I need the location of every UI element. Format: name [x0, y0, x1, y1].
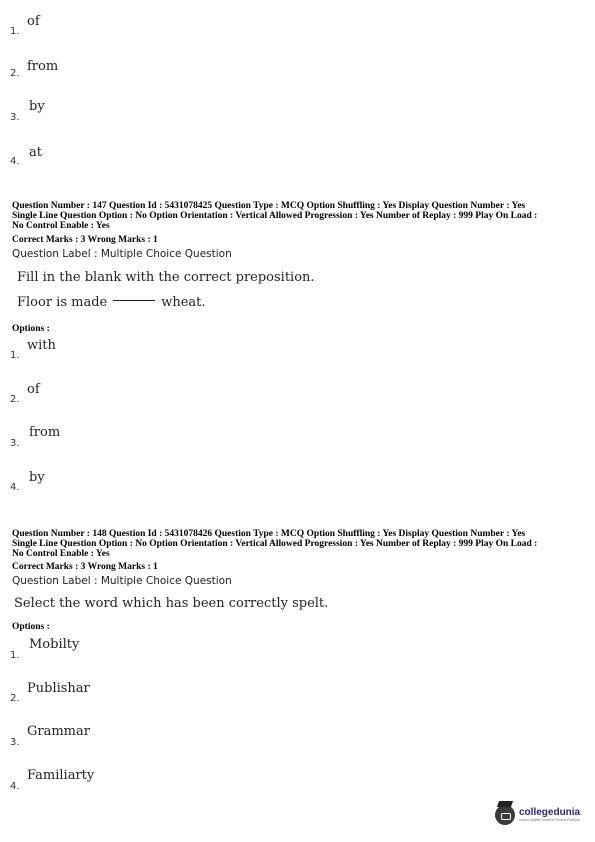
q148-option-1-number: 1. — [10, 650, 20, 661]
question-147-meta-line2: Single Line Question Option : No Option Orientation : Vertical Allowed Progression : Yes Number of Replay : 999 Play On Load : — [12, 211, 538, 221]
question-147-label: Question Label : Multiple Choice Question — [12, 248, 232, 260]
logo-tagline: India's largest Student Review Platform — [519, 818, 580, 822]
logo-text — [519, 807, 580, 823]
q148-option-4-text[interactable]: Familiarty — [27, 768, 95, 783]
prev-option-4-number: 4. — [10, 156, 20, 167]
question-148-metadata — [12, 529, 595, 559]
prev-option-3-number: 3. — [10, 112, 20, 123]
q148-option-4-number: 4. — [10, 781, 20, 792]
question-147-meta-line3: No Control Enable : Yes — [12, 221, 110, 231]
collegedunia-logo — [495, 805, 580, 825]
q147-option-1-number: 1. — [10, 350, 20, 361]
prev-option-1-number: 1. — [10, 26, 20, 37]
q147-option-2-number: 2. — [10, 394, 20, 405]
prev-option-1-text: of — [27, 14, 40, 29]
prev-option-4-text: at — [29, 145, 42, 160]
q148-option-2-number: 2. — [10, 693, 20, 704]
q148-option-3-number: 3. — [10, 737, 20, 748]
question-148-options-label: Options : — [12, 622, 50, 632]
sentence-after-blank: wheat. — [161, 295, 206, 310]
prev-option-2-text: from — [27, 59, 59, 74]
logo-name: collegedunia — [519, 807, 581, 818]
question-148-marks: Correct Marks : 3 Wrong Marks : 1 — [12, 562, 158, 572]
q147-option-4-number: 4. — [10, 482, 20, 493]
question-147-metadata — [12, 201, 595, 231]
q147-option-1-text[interactable]: with — [27, 338, 56, 353]
q147-option-2-text[interactable]: of — [27, 382, 40, 397]
question-148-meta-line3: No Control Enable : Yes — [12, 549, 110, 559]
question-148-label: Question Label : Multiple Choice Question — [12, 575, 232, 587]
prev-option-2-number: 2. — [10, 68, 20, 79]
question-147-sentence — [17, 295, 206, 310]
q148-option-1-text[interactable]: Mobilty — [29, 637, 80, 652]
fill-in-blank-line — [113, 300, 155, 301]
q148-option-3-text[interactable]: Grammar — [27, 724, 90, 739]
q147-option-3-text[interactable]: from — [29, 425, 61, 440]
question-148-instruction: Select the word which has been correctly spelt. — [14, 596, 329, 611]
question-148-meta-line1: Question Number : 148 Question Id : 5431078426 Question Type : MCQ Option Shuffling : Yes Display Question Number : Yes — [12, 529, 526, 539]
question-147-marks: Correct Marks : 3 Wrong Marks : 1 — [12, 235, 158, 245]
prev-option-3-text: by — [29, 99, 45, 114]
q148-option-2-text[interactable]: Publishar — [27, 681, 90, 696]
question-148-meta-line2: Single Line Question Option : No Option Orientation : Vertical Allowed Progression : Yes Number of Replay : 999 Play On Load : — [12, 539, 538, 549]
question-147-options-label: Options : — [12, 324, 50, 334]
sentence-before-blank: Floor is made — [17, 295, 108, 310]
question-147-instruction: Fill in the blank with the correct preposition. — [17, 270, 315, 285]
q147-option-3-number: 3. — [10, 438, 20, 449]
graduate-mascot-icon — [495, 805, 515, 825]
q147-option-4-text[interactable]: by — [29, 470, 45, 485]
question-147-meta-line1: Question Number : 147 Question Id : 5431078425 Question Type : MCQ Option Shuffling : Yes Display Question Number : Yes — [12, 201, 526, 211]
